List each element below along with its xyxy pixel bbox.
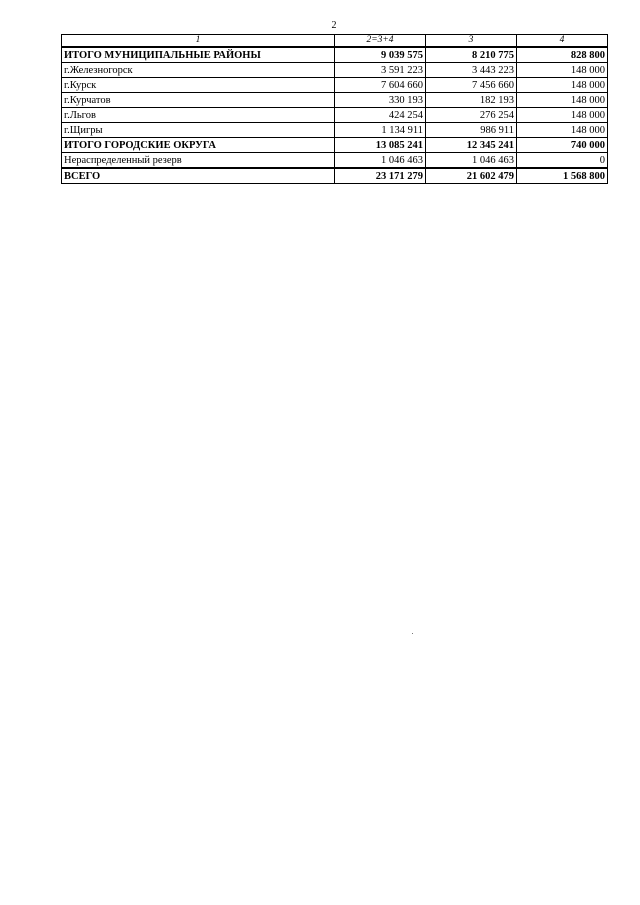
row-col3: 7 456 660 bbox=[426, 78, 517, 93]
row-col4: 148 000 bbox=[517, 123, 608, 138]
row-col4: 828 800 bbox=[517, 47, 608, 63]
row-col4: 148 000 bbox=[517, 63, 608, 78]
table-header-row bbox=[62, 35, 608, 48]
header-cell-total: 2=3+4 bbox=[335, 35, 426, 48]
row-col3: 12 345 241 bbox=[426, 138, 517, 153]
row-total: 13 085 241 bbox=[335, 138, 426, 153]
table-row bbox=[62, 47, 608, 63]
row-name: ВСЕГО bbox=[62, 168, 335, 184]
row-name: г.Курчатов bbox=[62, 93, 335, 108]
row-total: 9 039 575 bbox=[335, 47, 426, 63]
row-name: г.Железногорск bbox=[62, 63, 335, 78]
header-cell-name: 1 bbox=[62, 35, 335, 48]
header-cell-col3: 3 bbox=[426, 35, 517, 48]
row-col3: 986 911 bbox=[426, 123, 517, 138]
row-col4: 1 568 800 bbox=[517, 168, 608, 184]
row-col3: 8 210 775 bbox=[426, 47, 517, 63]
row-name: г.Курск bbox=[62, 78, 335, 93]
row-total: 1 134 911 bbox=[335, 123, 426, 138]
row-total: 23 171 279 bbox=[335, 168, 426, 184]
table-row bbox=[62, 108, 608, 123]
row-col4: 148 000 bbox=[517, 93, 608, 108]
row-total: 3 591 223 bbox=[335, 63, 426, 78]
row-name: г.Щигры bbox=[62, 123, 335, 138]
row-total: 424 254 bbox=[335, 108, 426, 123]
row-col3: 1 046 463 bbox=[426, 153, 517, 169]
row-name: ИТОГО МУНИЦИПАЛЬНЫЕ РАЙОНЫ bbox=[62, 47, 335, 63]
table-row bbox=[62, 93, 608, 108]
row-col3: 21 602 479 bbox=[426, 168, 517, 184]
row-col4: 740 000 bbox=[517, 138, 608, 153]
row-col4: 0 bbox=[517, 153, 608, 169]
page-number: 2 bbox=[331, 20, 337, 31]
row-col4: 148 000 bbox=[517, 78, 608, 93]
row-name: Нераспределенный резерв bbox=[62, 153, 335, 169]
row-col3: 182 193 bbox=[426, 93, 517, 108]
row-col3: 276 254 bbox=[426, 108, 517, 123]
table-row bbox=[62, 78, 608, 93]
row-total: 330 193 bbox=[335, 93, 426, 108]
row-name: ИТОГО ГОРОДСКИЕ ОКРУГА bbox=[62, 138, 335, 153]
table-row bbox=[62, 63, 608, 78]
budget-table bbox=[61, 34, 608, 184]
scan-speck bbox=[412, 633, 413, 634]
table-row bbox=[62, 153, 608, 169]
row-total: 1 046 463 bbox=[335, 153, 426, 169]
row-total: 7 604 660 bbox=[335, 78, 426, 93]
row-name: г.Льгов bbox=[62, 108, 335, 123]
row-col3: 3 443 223 bbox=[426, 63, 517, 78]
header-cell-col4: 4 bbox=[517, 35, 608, 48]
table-row bbox=[62, 123, 608, 138]
row-col4: 148 000 bbox=[517, 108, 608, 123]
table-row bbox=[62, 138, 608, 153]
table-row bbox=[62, 168, 608, 184]
